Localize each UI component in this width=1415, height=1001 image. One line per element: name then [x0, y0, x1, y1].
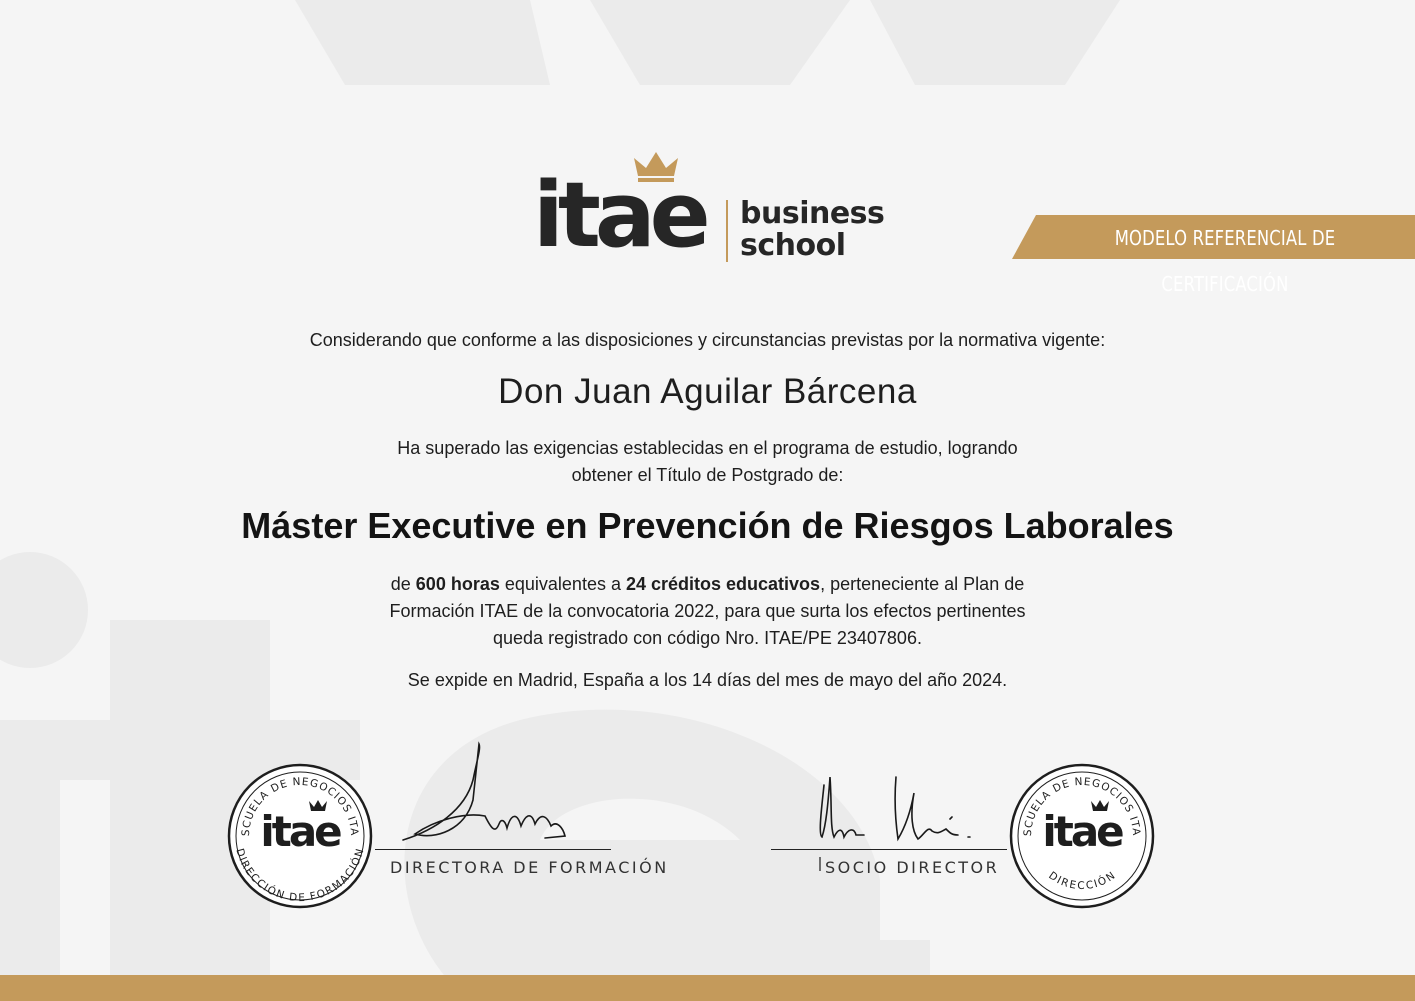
left-signature-line	[375, 849, 611, 850]
program-title: Máster Executive en Prevención de Riesgos Laborales	[241, 505, 1174, 546]
right-signature-label: SOCIO DIRECTOR	[825, 858, 1000, 877]
left-signature-label: DIRECTORA DE FORMACIÓN	[390, 858, 669, 877]
credits-value: 24 créditos educativos	[625, 574, 821, 594]
left-seal-wordmark: itae	[260, 807, 340, 856]
logo-wordmark: itae	[533, 163, 705, 268]
details-line-1	[0, 571, 1415, 598]
left-signature	[395, 740, 585, 850]
details-suffix: , perteneciente al Plan de	[820, 574, 1025, 594]
details-mid: equivalentes a	[504, 574, 621, 594]
right-seal-bottom-text: DIRECCIÓN	[1046, 869, 1118, 893]
program-details	[0, 571, 1415, 652]
right-signature-line	[771, 849, 1007, 850]
right-seal	[1009, 763, 1155, 909]
itae-logo	[533, 150, 893, 270]
right-seal-wordmark: itae	[1042, 807, 1122, 856]
details-line-2: Formación ITAE de la convocatoria 2022, para que surta los efectos pertinentes	[389, 601, 1026, 621]
details-line-3: queda registrado con código Nro. ITAE/PE 23407806.	[493, 628, 922, 648]
details-prefix: de	[390, 574, 411, 594]
model-badge	[1012, 215, 1415, 296]
achievement-line-1: Ha superado las exigencias establecidas en el programa de estudio, logrando	[397, 438, 1018, 458]
hours-value: 600 horas	[415, 574, 500, 594]
achievement-text	[0, 435, 1415, 489]
achievement-line-2: obtener el Título de Postgrado de:	[571, 465, 844, 485]
intro-text: Considerando que conforme a las disposiciones y circunstancias previstas por la normativa vigente:	[309, 330, 1106, 350]
badge-text: MODELO REFERENCIAL DE CERTIFICACIÓN	[1114, 226, 1336, 296]
left-seal	[227, 763, 373, 909]
footer-gold-bar	[0, 975, 1415, 1001]
logo-line-school: school	[740, 228, 846, 263]
logo-subtitle	[740, 198, 884, 262]
left-seal-top-text: SCUELA DE NEGOCIOS ITA	[239, 775, 361, 837]
issue-statement: Se expide en Madrid, España a los 14 días del mes de mayo del año 2024.	[407, 670, 1008, 690]
left-seal-bottom-text: DIRECCIÓN DE FORMACIÓN	[233, 847, 367, 905]
logo-separator	[726, 200, 728, 262]
logo-line-business: business	[740, 196, 885, 231]
recipient-name: Don Juan Aguilar Bárcena	[498, 372, 917, 411]
right-seal-top-text: SCUELA DE NEGOCIOS ITA	[1021, 775, 1143, 837]
